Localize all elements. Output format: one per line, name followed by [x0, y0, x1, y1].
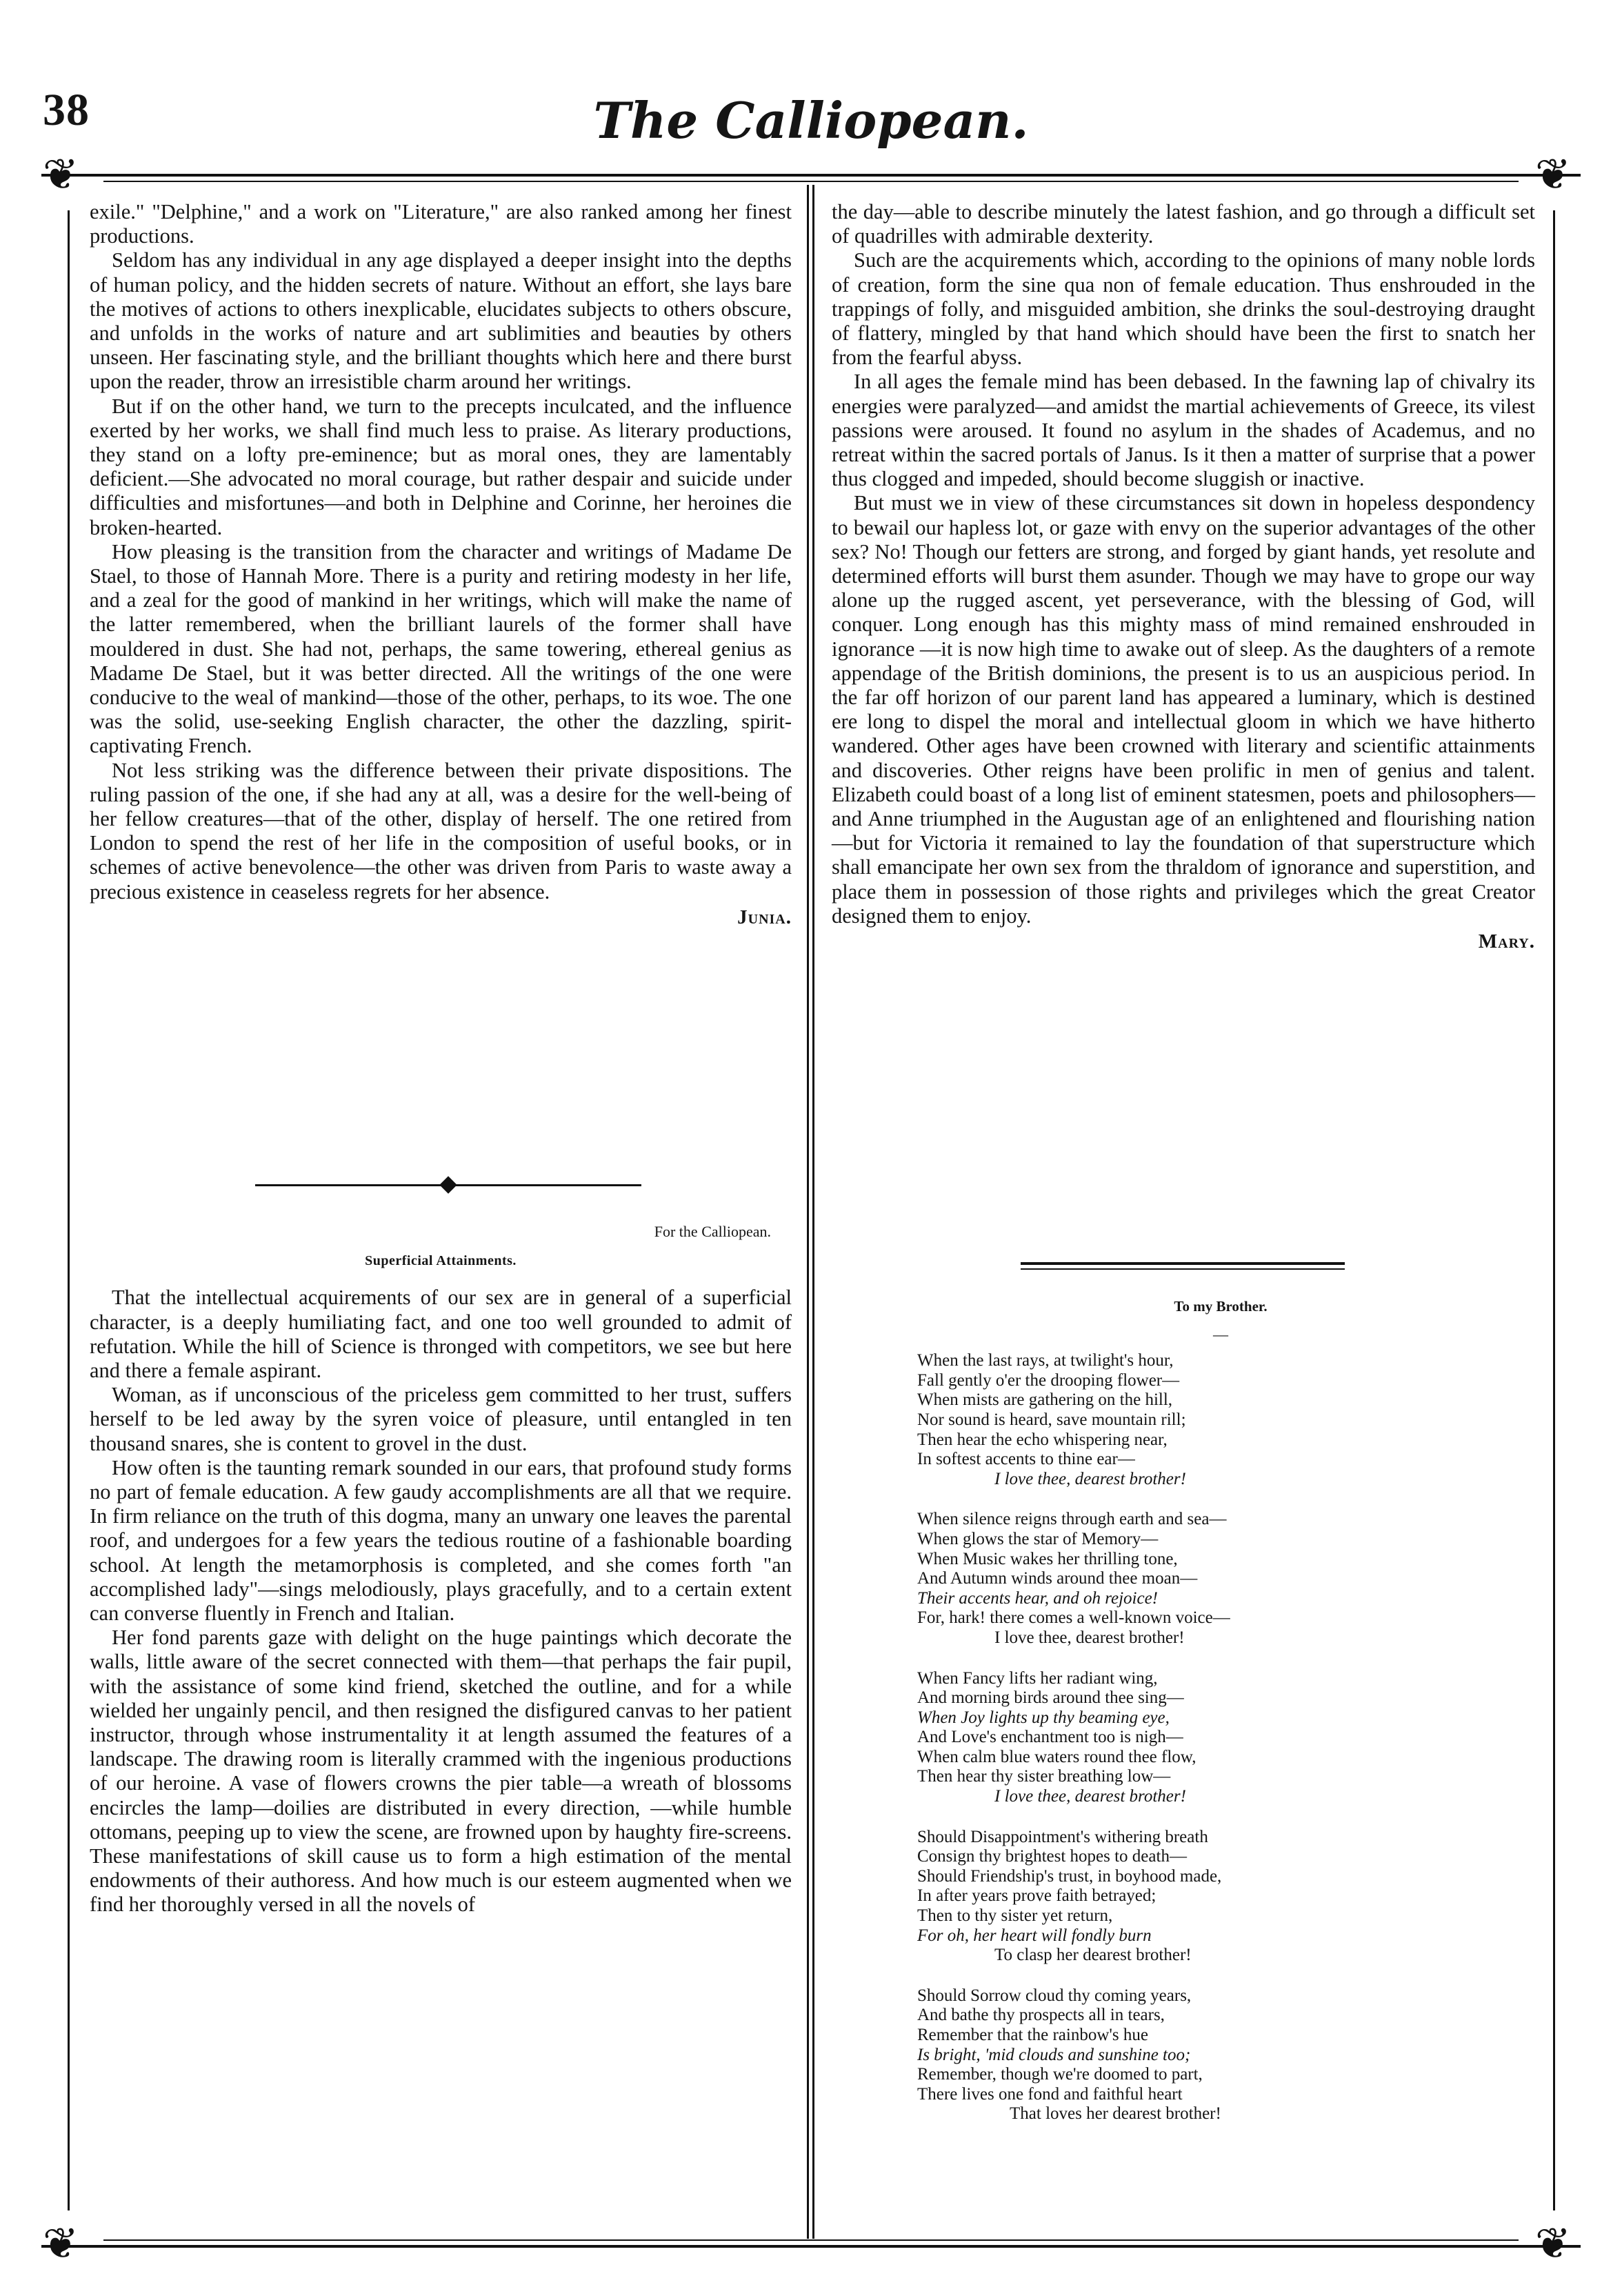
- paragraph: How often is the taunting remark sounded in our ears, that profound study forms no part of female education. A few gaudy accomplishments are all that we require. In firm reliance on the truth of this dogma, many an unwary one leaves the parental roof, and undergoes for a few years the tedious routine of a fashionable boarding school. At length the metamorphosis is completed, and she comes forth "an accomplished lady"—sings melodiously, plays gracefully, and to a certain extent can converse fluently in French and Italian.: [90, 1455, 792, 1626]
- signature: Mary.: [1478, 930, 1535, 953]
- column-divider-rule-2: [812, 185, 814, 2239]
- poem-title-dash: —: [1213, 1325, 1228, 1343]
- paragraph: Seldom has any individual in any age displayed a deeper insight into the depths of human policy, and the hidden secrets of nature. Without an effort, she lays bare the motives of actions to others inexplicable, elucidates subjects to others obscure, and unfolds in the works of nature and art sublimities and beauties by others unseen. Her fascinating style, and the brilliant thoughts which here and there burst upon the reader, throw an irresistible charm around her writings.: [90, 248, 792, 394]
- poem-line: Then hear the echo whispering near,: [917, 1430, 1168, 1449]
- poem-line: Then to thy sister yet return,: [917, 1906, 1113, 1926]
- poem-line: When Music wakes her thrilling tone,: [917, 1549, 1178, 1568]
- corner-ornament-icon: ❦: [1535, 2218, 1571, 2268]
- poem-line: Nor sound is heard, save mountain rill;: [917, 1410, 1186, 1429]
- poem-line: In softest accents to thine ear—: [917, 1450, 1135, 1469]
- poem-line: There lives one fond and faithful heart: [917, 2084, 1183, 2104]
- top-border-rule: [41, 174, 1581, 177]
- poem-separator-rule-thin: [1021, 1268, 1345, 1270]
- poem-line: For oh, her heart will fondly burn: [917, 1926, 1152, 1945]
- poem-line: Consign thy brightest hopes to death—: [917, 1847, 1187, 1866]
- poem-line: When calm blue waters round thee flow,: [917, 1747, 1197, 1766]
- corner-ornament-icon: ❦: [43, 2218, 79, 2268]
- poem-line: When Fancy lifts her radiant wing,: [917, 1668, 1158, 1688]
- column-divider-rule: [807, 185, 809, 2239]
- poem-refrain: I love thee, dearest brother!: [994, 1469, 1186, 1488]
- poem-refrain: I love thee, dearest brother!: [994, 1787, 1186, 1806]
- right-column-continued-article: [832, 200, 1535, 954]
- paragraph: But must we in view of these circumstances sit down in hopeless despondency to bewail our hapless lot, or gaze with envy on the superior advantages of the other sex? No! Though our fetters are strong, and forged by giant hands, yet resolute and determined efforts will burst them asunder. Though we may have to grope our way alone up the rugged ascent, yet perseverance, with the blessing of God, will conquer. Long enough has this mighty mass of mind remained enshrouded in ignorance —it is now high time to awake out of sleep. As the daughters of a remote appendage of the British dominions, the present is to us an auspicious period. In the far off horizon of our parent land has appeared a luminary, which is destined ere long to dispel the moral and intellectual gloom in which we have hitherto wandered. Other ages have been crowned with literary and scientific attainments and discoveries. Other reigns have been prolific in men of genius and talent. Elizabeth could boast of a long list of eminent statesmen, poets and philosophers—and Anne triumphed in the Augustan age of an enlightened and flourishing nation—but for Victoria it remained to lay the foundation of that superstructure which shall emancipate her own sex from the thraldom of ignorance and superstition, and place them in possession of those rights and privileges which the great Creator designed them to enjoy.: [832, 491, 1535, 928]
- poem-line: And bathe thy prospects all in tears,: [917, 2006, 1165, 2025]
- poem-line: When mists are gathering on the hill,: [917, 1390, 1173, 1410]
- poem-line: Remember, though we're doomed to part,: [917, 2065, 1203, 2084]
- corner-ornament-icon: ❦: [1535, 149, 1571, 199]
- signature: Junia.: [737, 906, 792, 928]
- poem-stanza: [917, 1351, 1524, 1489]
- publication-title: The Calliopean.: [593, 91, 1029, 150]
- left-column-continued-article: [90, 200, 792, 930]
- corner-ornament-icon: ❦: [43, 149, 79, 199]
- poem-line: For, hark! there comes a well-known voice—: [917, 1608, 1230, 1628]
- paragraph: the day—able to describe minutely the latest fashion, and go through a difficult set of quadrilles with admirable dexterity.: [832, 200, 1535, 248]
- poem-line: Their accents hear, and oh rejoice!: [917, 1588, 1158, 1608]
- bottom-border-rule-thin: [103, 2239, 1519, 2241]
- page-number: 38: [43, 85, 90, 135]
- paragraph: Woman, as if unconscious of the priceless gem committed to her trust, suffers herself to be led away by the syren voice of pleasure, until entangled in ten thousand snares, she is content to grovel in the dust.: [90, 1383, 792, 1455]
- poem-stanza: [917, 1669, 1524, 1807]
- right-border-rule: [1553, 210, 1555, 2210]
- poem-stanza: [917, 1510, 1524, 1648]
- article-separator: [255, 1177, 641, 1193]
- paragraph: How pleasing is the transition from the character and writings of Madame De Stael, to those of Hannah More. There is a purity and retiring modesty in her life, and a zeal for the good of mankind in her writings, which will make the name of the latter remembered, when the brilliant laurels of the former shall have mouldered in dust. She had not, perhaps, the same towering, ethereal genius as Madame De Stael, but it was better directed. All the writings of the one were conducive to the weal of mankind—those of the other, perhaps, to its woe. The one was the solid, use-seeking English character, the other the dazzling, spirit-captivating French.: [90, 539, 792, 758]
- poem-line: When glows the star of Memory—: [917, 1529, 1159, 1548]
- superficial-attainments-article: [90, 1219, 792, 1917]
- poem-line: Should Sorrow cloud thy coming years,: [917, 1986, 1192, 2005]
- poem-line: Fall gently o'er the drooping flower—: [917, 1370, 1180, 1390]
- poem-line: And morning birds around thee sing—: [917, 1688, 1184, 1708]
- paragraph: exile." "Delphine," and a work on "Literature," are also ranked among her finest productions.: [90, 200, 792, 248]
- poem-stanza: [917, 1986, 1524, 2124]
- paragraph: But if on the other hand, we turn to the precepts inculcated, and the influence exerted by her works, we shall find much less to praise. As literary productions, they stand on a lofty pre-eminence; but as moral ones, they are lamentably deficient.—She advocated no moral courage, but rather despair and suicide under difficulties and misfortunes—and both in Delphine and Corinne, her heroines die broken-hearted.: [90, 394, 792, 539]
- poem-stanza: [917, 1828, 1524, 1966]
- paragraph: That the intellectual acquirements of our sex are in general of a superficial character, is a deeply humiliating fact, and one too well grounded to admit of refutation. While the hill of Science is thronged with competitors, we see but here and there a female aspirant.: [90, 1286, 792, 1383]
- poem-to-my-brother: [917, 1297, 1524, 2145]
- poem-line: Should Disappointment's withering breath: [917, 1827, 1208, 1846]
- paragraph: Her fond parents gaze with delight on the huge paintings which decorate the walls, little aware of the secret connected with them—that perhaps the fair pupil, with the assistance of some kind friend, sketched the outline, and for a while wielded her ungainly pencil, and then resigned the disfigured canvas to her patient instructor, through whose instrumentality it at length assumed the features of a landscape. The drawing room is literally crammed with the ingenious productions of our heroine. A vase of flowers crowns the pier table—a wreath of blossoms encircles the lamp—doilies are distributed in every direction, —while humble ottomans, peeping up to view the scene, are frowned upon by haughty fire-screens. These manifestations of skill cause us to form a high estimation of the mental endowments of their authoress. And how much is our esteem augmented when we find her thoroughly versed in all the novels of: [90, 1626, 792, 1917]
- poem-line: And Love's enchantment too is nigh—: [917, 1728, 1183, 1747]
- poem-refrain: That loves her dearest brother!: [1010, 2104, 1221, 2124]
- source-note: For the Calliopean.: [654, 1223, 771, 1240]
- left-border-rule: [68, 210, 70, 2210]
- top-border-rule-thin: [103, 181, 1519, 182]
- poem-line: Is bright, 'mid clouds and sunshine too;: [917, 2045, 1191, 2064]
- poem-line: Then hear thy sister breathing low—: [917, 1767, 1171, 1786]
- poem-title: To my Brother.: [1174, 1298, 1268, 1315]
- paragraph: In all ages the female mind has been debased. In the fawning lap of chivalry its energies were paralyzed—and amidst the martial achievements of Greece, its vilest passions were aroused. It found no asylum in the shades of Academus, and no retreat within the sacred portals of Janus. Is it then a matter of surprise that a power thus clogged and impeded, should become sluggish or inactive.: [832, 370, 1535, 491]
- poem-line: When Joy lights up thy beaming eye,: [917, 1708, 1170, 1727]
- poem-separator-rule: [1021, 1262, 1345, 1265]
- poem-line: When silence reigns through earth and sea—: [917, 1510, 1227, 1529]
- poem-line: Should Friendship's trust, in boyhood made,: [917, 1866, 1222, 1886]
- poem-refrain: I love thee, dearest brother!: [994, 1628, 1185, 1647]
- paragraph: Not less striking was the difference between their private dispositions. The ruling passion of the one, if she had any at all, was a desire for the well-being of her fellow creatures—that of the other, display of herself. The one retired from London to spend the rest of her life in the composition of useful books, or in schemes of active benevolence—the other was driven from Paris to waste away a precious existence in ceaseless regrets for her absence.: [90, 758, 792, 904]
- bottom-border-rule: [41, 2245, 1581, 2248]
- poem-line: Remember that the rainbow's hue: [917, 2026, 1148, 2044]
- separator-diamond-icon: [439, 1176, 457, 1193]
- poem-line: In after years prove faith betrayed;: [917, 1886, 1157, 1906]
- poem-line: When the last rays, at twilight's hour,: [917, 1351, 1174, 1370]
- poem-refrain: To clasp her dearest brother!: [994, 1946, 1192, 1965]
- poem-line: And Autumn winds around thee moan—: [917, 1569, 1198, 1588]
- paragraph: Such are the acquirements which, according to the opinions of many noble lords of creation, form the sine qua non of female education. Thus enshrouded in the trappings of folly, and misguided ambition, she drinks the soul-destroying draught of flattery, mingled by that hand which should have been the first to snatch her from the fearful abyss.: [832, 248, 1535, 370]
- article-title: Superficial Attainments.: [365, 1253, 517, 1269]
